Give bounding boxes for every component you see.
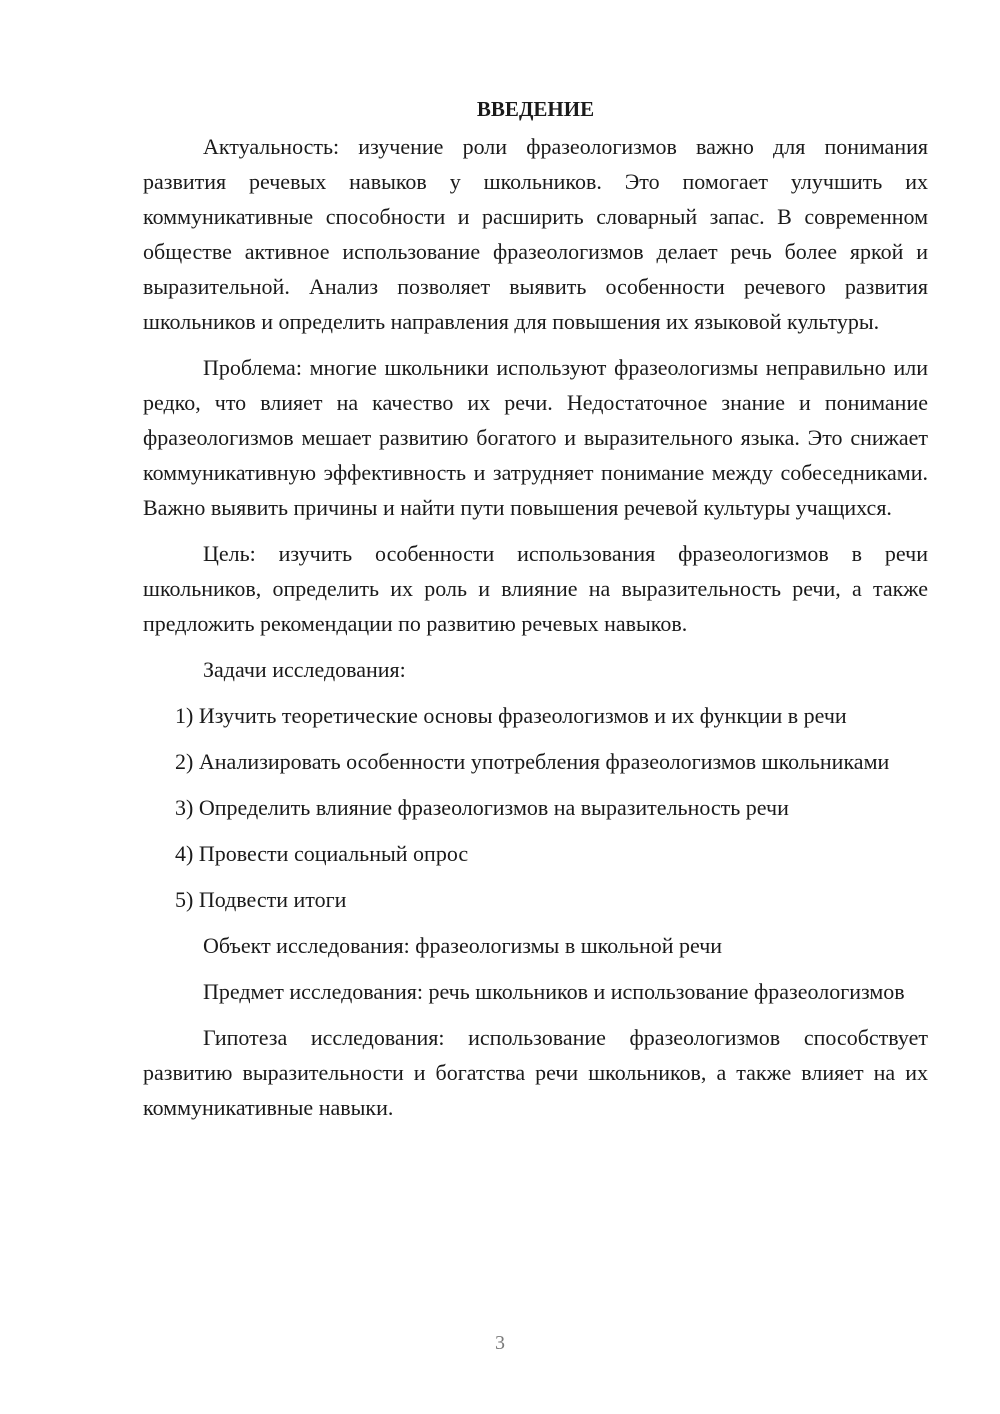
subject-paragraph: Предмет исследования: речь школьников и использование фразеологизмов xyxy=(203,979,905,1004)
task-item-2: 2) Анализировать особенности употребления фразеологизмов школьниками xyxy=(175,749,890,774)
relevance-paragraph: Актуальность: изучение роли фразеологизмов важно для понимания развития речевых навыков у школьников. Это помогает улучшить их коммуникативные способности и расширить словарный запас. В современном обществе активное использование фразеологизмов делает речь более яркой и выразительной. Анализ позволяет выявить особенности речевого развития школьников и определить направления для повышения их языковой культуры. xyxy=(143,134,928,334)
page-number: 3 xyxy=(495,1332,505,1354)
object-paragraph: Объект исследования: фразеологизмы в школьной речи xyxy=(203,933,723,958)
goal-paragraph: Цель: изучить особенности использования фразеологизмов в речи школьников, определить их роль и влияние на выразительность речи, а также предложить рекомендации по развитию речевых навыков. xyxy=(143,541,928,636)
task-item-1: 1) Изучить теоретические основы фразеологизмов и их функции в речи xyxy=(175,703,847,728)
problem-paragraph: Проблема: многие школьники используют фразеологизмы неправильно или редко, что влияет на качество их речи. Недостаточное знание и понимание фразеологизмов мешает развитию богатого и выразительного языка. Это снижает коммуникативную эффективность и затрудняет понимание между собеседниками. Важно выявить причины и найти пути повышения речевой культуры учащихся. xyxy=(143,355,928,520)
document-page xyxy=(143,92,928,1136)
hypothesis-paragraph: Гипотеза исследования: использование фразеологизмов способствует развитию выразительности и богатства речи школьников, а также влияет на их коммуникативные навыки. xyxy=(143,1025,928,1120)
task-item-4: 4) Провести социальный опрос xyxy=(175,841,469,866)
task-item-3: 3) Определить влияние фразеологизмов на выразительность речи xyxy=(175,795,789,820)
task-item-5: 5) Подвести итоги xyxy=(175,887,347,912)
page-title: ВВЕДЕНИЕ xyxy=(476,97,595,121)
tasks-heading: Задачи исследования: xyxy=(203,657,406,682)
